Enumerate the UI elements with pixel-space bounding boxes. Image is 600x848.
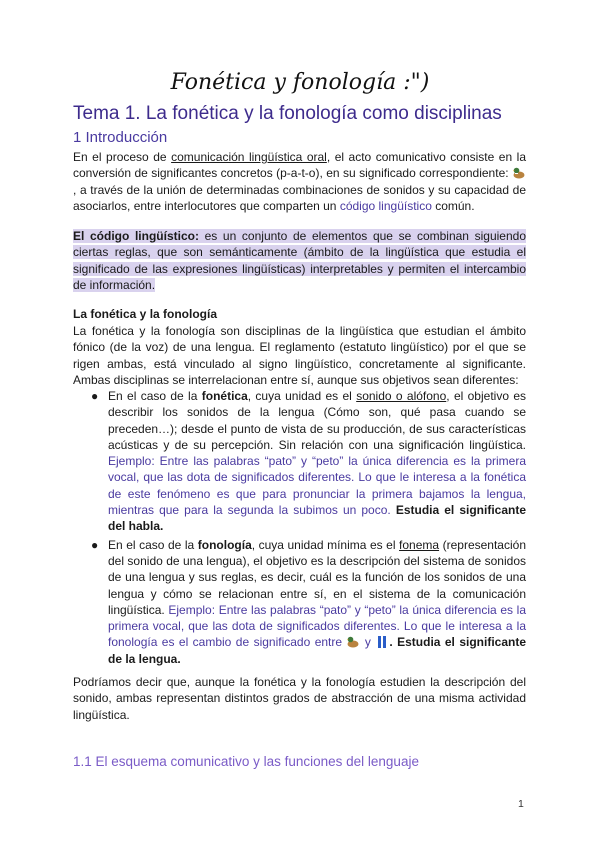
- bullet1-term: fonética: [201, 389, 248, 403]
- bib-icon: [375, 635, 389, 648]
- section-heading-1-1: 1.1 El esquema comunicativo y las funciones del lenguaje: [73, 754, 419, 769]
- intro-paragraph: [73, 149, 526, 214]
- chapter-heading: Tema 1. La fonética y la fonología como disciplinas: [73, 103, 502, 124]
- duck-icon: [512, 166, 526, 179]
- conclusion-paragraph: Podríamos decir que, aunque la fonética y la fonología estudien la descripción del sonido, ambas representan distintos grados de abstracción de una misma actividad lingüística.: [73, 675, 526, 722]
- bullet2-conclusion: . Estudia el significante de la lengua.: [108, 635, 526, 666]
- fonema-link[interactable]: fonema: [399, 537, 440, 552]
- bullet1-conclusion: Estudia el significante del habla.: [108, 503, 526, 534]
- bullet2-text-c: , cuya unidad mínima es el: [251, 537, 400, 552]
- codigo-link[interactable]: código lingüístico: [339, 198, 432, 213]
- sonido-alofono-link[interactable]: sonido o alófono: [356, 389, 447, 403]
- fonetica-fonologia-paragraph: La fonética y la fonología son disciplinas de la lingüística que estudian el ámbito fónico (de la voz) de una lengua. El reglamento (estatuto lingüístico) por el que se rigen ambas, está vinculado al signo lingüístico, concretamente al significante. Ambas disciplinas se interrelacionan entre sí, aunque sus objetivos sean diferentes:: [73, 324, 526, 387]
- list-item-fonetica: [88, 388, 526, 535]
- list-item-fonologia: [88, 537, 526, 667]
- page-number: 1: [518, 798, 524, 810]
- document-title: Fonética y fonología :"): [170, 70, 430, 95]
- bullet2-text-e: (representación del sonido de una lengua), el objetivo es la descripción del sistema de sonidos de una lengua y sus reglas, es decir, cuál es la función de los sonidos de una lengua y cómo se relacionan entre sí, en el sistema de la comunicación lingüística.: [108, 537, 526, 617]
- comunicacion-link[interactable]: comunicación lingüística oral: [171, 150, 327, 164]
- intro-text-4: común.: [431, 198, 475, 213]
- bullet2-text-a: En el caso de la: [108, 537, 198, 552]
- bullet2-example: Ejemplo: Entre las palabras “pato” y “peto” la única diferencia es la primera vocal, que las dota de significados diferentes. Lo que le interesa a la fonología es el cambio de significado entre: [108, 602, 527, 650]
- intro-text-1: En el proceso de: [73, 150, 172, 164]
- bullet1-text-c: , cuya unidad es el: [247, 389, 357, 403]
- bullet-icon: ●: [91, 389, 99, 403]
- definition-text: es un conjunto de elementos que se combinan siguiendo ciertas reglas, que son semánticamente (ámbito de la lingüística que estudia el significado de las expresiones lingüísticas) interpretables y permiten el intercambio de información.: [73, 229, 526, 292]
- intro-text-3: , a través de la unión de determinadas combinaciones de sonidos y su capacidad de asociarlos, entre interlocutores que comparten un: [73, 182, 526, 213]
- section-heading: 1 Introducción: [73, 129, 168, 146]
- bullet1-text-a: En el caso de la: [108, 389, 202, 403]
- definition-term: El código lingüístico:: [73, 229, 199, 243]
- definition-paragraph: [73, 228, 526, 293]
- intro-text-2: , el acto comunicativo consiste en la conversión de significantes concretos (p-a-t-o), en su significado correspondiente:: [73, 150, 526, 181]
- bullet2-term: fonología: [197, 537, 252, 552]
- bullet2-and: y: [360, 635, 376, 650]
- bullet1-example: Ejemplo: Entre las palabras “pato” y “peto” la única diferencia es la primera vocal, que las dota de significados diferentes. Lo que le interesa a la fonética de este fenómeno es que para pronunciar la primera bajamos la lengua, mientras que para la segunda la subimos un poco.: [108, 454, 526, 518]
- bullet-icon: ●: [91, 537, 99, 552]
- subheading: La fonética y la fonología: [73, 307, 218, 321]
- duck-icon: [346, 635, 360, 648]
- disciplines-list: [88, 388, 526, 667]
- bullet1-text-e: , el objetivo es describir los sonidos de la lengua (Cómo son, qué pasa cuando se preceden…); desde el punto de vista de su producción, de sus características acústicas y de su percepción. Sin relación con una significación lingüística.: [108, 389, 527, 452]
